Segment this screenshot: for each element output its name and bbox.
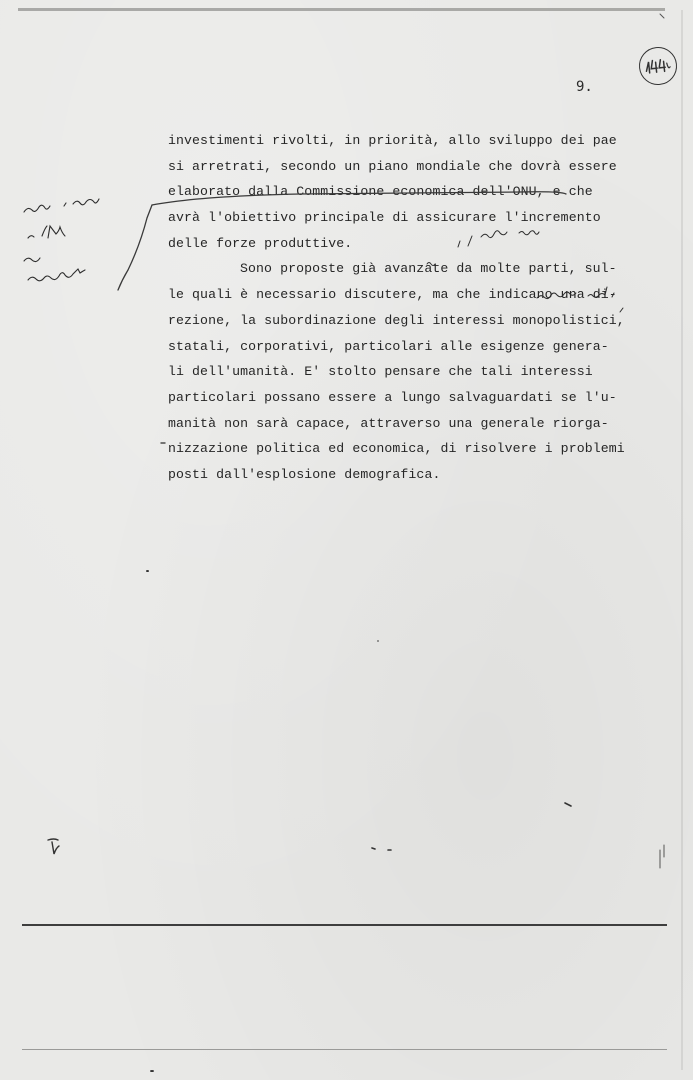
text-line: delle forze produttive. xyxy=(168,235,353,251)
handwriting-scribble xyxy=(18,188,138,298)
page-bottom-rule xyxy=(22,924,667,926)
text-line: investimenti rivolti, in priorità, allo sviluppo dei pae xyxy=(168,133,617,148)
page-bottom-edge xyxy=(22,1049,667,1050)
page-top-edge xyxy=(18,8,665,11)
handwritten-margin-note xyxy=(18,188,138,298)
page-right-edge xyxy=(681,10,683,1070)
text-line: nizzazione politica ed economica, di risolvere i problemi xyxy=(168,441,625,457)
page-stamp xyxy=(637,45,679,87)
text-line: posti dall'esplosione demografica. xyxy=(168,466,441,482)
paper-speck xyxy=(377,640,379,642)
typed-body-text xyxy=(168,128,658,488)
text-line: particolari possano essere a lungo salvaguardati se l'u- xyxy=(168,389,617,405)
stamp-handwritten-number xyxy=(642,54,674,77)
text-line: Sono proposte già avanzate da molte parti, sul- xyxy=(240,261,617,277)
text-line: manità non sarà capace, attraverso una generale riorga- xyxy=(168,415,609,431)
text-line: li dell'umanità. E' stolto pensare che tali interessi xyxy=(168,364,593,380)
text-line: rezione, la subordinazione degli interessi monopolistici, xyxy=(168,312,625,328)
text-line: avrà l'obiettivo principale di assicurare l'incremento xyxy=(168,210,601,226)
paper-speck xyxy=(150,1070,154,1072)
text-line: statali, corporativi, particolari alle esigenze genera- xyxy=(168,338,609,354)
text-line: elaborato dalla Commissione economica dell'ONU, e che xyxy=(168,184,593,200)
paper-speck xyxy=(146,570,149,572)
text-line: si arretrati, secondo un piano mondiale che dovrà essere xyxy=(168,158,617,174)
text-line: le quali è necessario discutere, ma che indicano una di- xyxy=(168,287,617,303)
page-number: 9. xyxy=(576,79,593,95)
